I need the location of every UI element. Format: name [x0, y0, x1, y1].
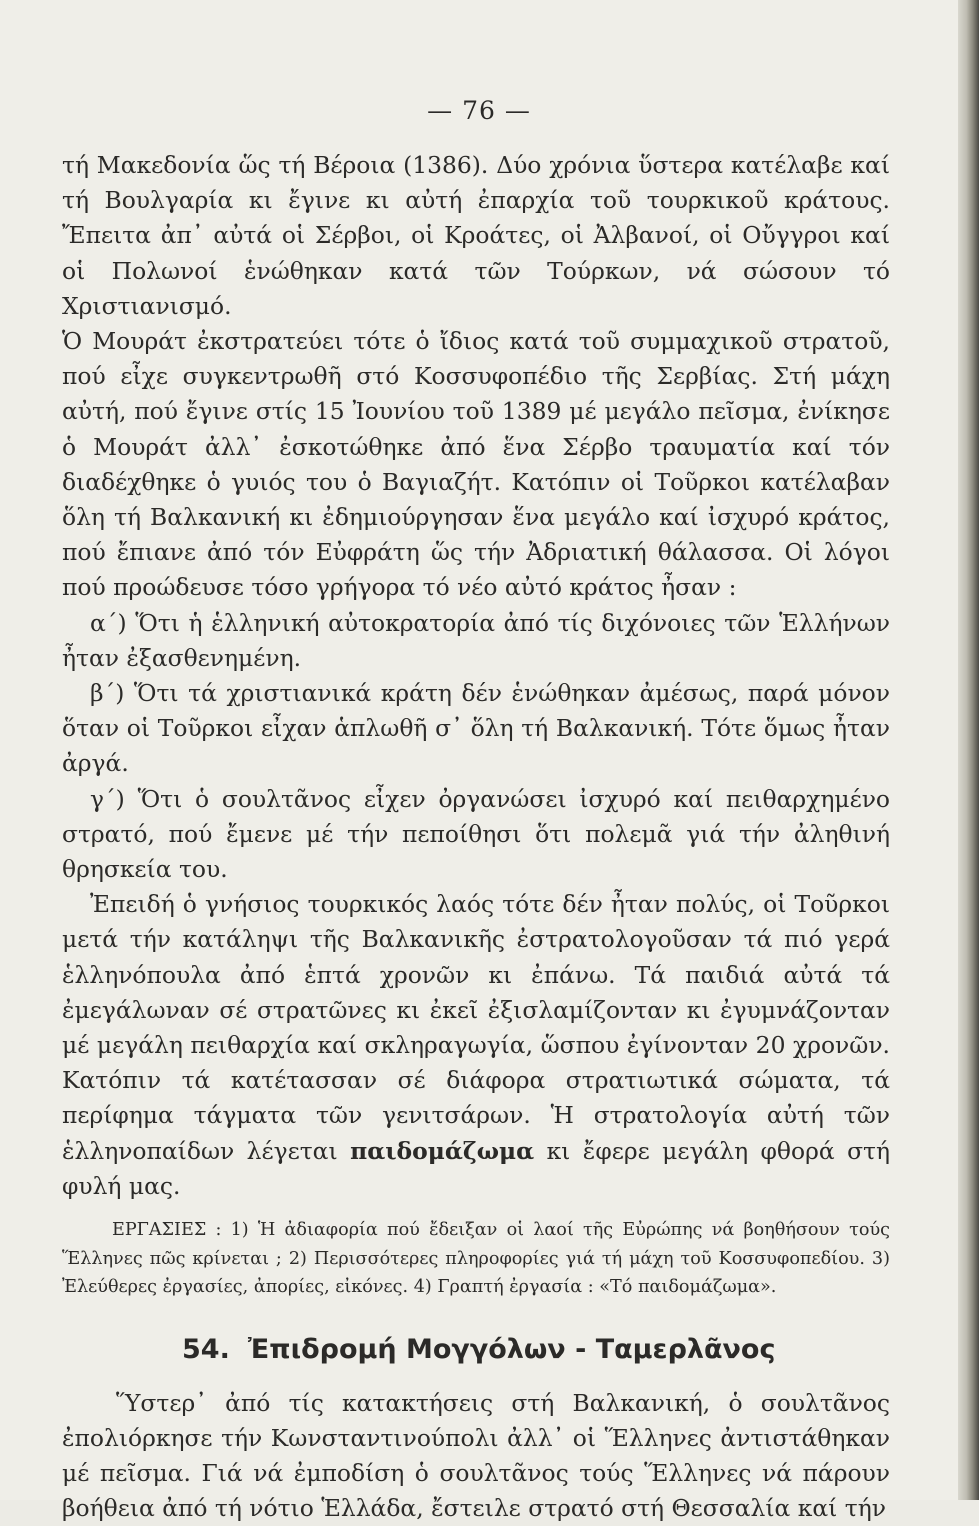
list-item-b: β΄) Ὅτι τά χριστιανικά κράτη δέν ἑνώθηκαν ἀμέσως, παρά μόνον ὅταν οἱ Τοῦρκοι εἶχαν ἁπλωθῆ σ᾿ ὅλη τή Βαλκανική. Τότε ὅμως ἦταν ἀργά.	[62, 679, 890, 778]
page-text	[62, 148, 890, 1526]
exercises	[62, 1216, 890, 1302]
paragraph-3	[62, 887, 890, 1204]
page-number: — 76 —	[427, 96, 531, 125]
paragraph-1: τή Μακεδονία ὥς τή Βέροια (1386). Δύο χρόνια ὕστερα κατέλαβε καί τή Βουλγαρία κι ἔγινε κι αὐτή ἐπαρχία τοῦ τουρκικοῦ κράτους. Ἔπειτα ἀπ᾿ αὐτά οἱ Σέρβοι, οἱ Κροάτες, οἱ Ἀλβανοί, οἱ Οὔγγροι καί οἱ Πολωνοί ἑνώθηκαν κατά τῶν Τούρκων, νά σώσουν τό Χριστιανισμό.	[62, 151, 890, 320]
list-item-a: α΄) Ὅτι ἡ ἑλληνική αὐτοκρατορία ἀπό τίς διχόνοιες τῶν Ἑλλήνων ἦταν ἐξασθενημένη.	[62, 608, 890, 672]
exercises-text: 1) Ἡ ἀδιαφορία πού ἔδειξαν οἱ λαοί τῆς Εὐρώπης νά βοηθήσουν τούς Ἕλληνες πῶς κρίνεται ; 2) Περισσότερες πληροφορίες γιά τή μάχη τοῦ Κοσσυφοπεδίου. 3) Ἐλεύθερες ἐργασίες, ἀπορίες, εἰκόνες. 4) Γραπτή ἐργασία : «Τό παιδομάζωμα».	[62, 1220, 890, 1298]
section-paragraph: Ὕστερ᾿ ἀπό τίς κατακτήσεις στή Βαλκανική, ὁ σουλτᾶνος ἐπολιόρκησε τήν Κωνσταντινούπολι ἀλλ᾿ οἱ Ἕλληνες ἀντιστάθηκαν μέ πεῖσμα. Γιά νά ἐμποδίση ὁ σουλτᾶνος τούς Ἕλληνες νά πάρουν βοήθεια ἀπό τή νότιο Ἑλλάδα, ἔστειλε στρατό στή Θεσσαλία καί τήν	[62, 1388, 890, 1523]
section-number: 54.	[182, 1333, 230, 1365]
paragraph-3-end: κι ἔφερε μεγάλη φθορά στή φυλή μας.	[62, 1136, 890, 1200]
exercises-label: ΕΡΓΑΣΙΕΣ :	[112, 1220, 222, 1241]
paragraph-3-start: Ἐπειδή ὁ γνήσιος τουρκικός λαός τότε δέν ἦταν πολύς, οἱ Τοῦρκοι μετά τήν κατάληψι τῆς Βαλκανικῆς ἐστρατολογοῦσαν τά πιό γερά ἑλληνόπουλα ἀπό ἑπτά χρονῶν κι ἐπάνω. Τά παιδιά αὐτά τά ἐμεγάλωναν σέ στρατῶνες κι ἐκεῖ ἐξισλαμίζονταν κι ἐγυμνάζονταν μέ μεγάλη πειθαρχία καί σκληραγωγία, ὥσπου ἐγίνονταν 20 χρονῶν. Κατόπιν τά κατέτασσαν σέ διάφορα στρατιωτικά σώματα, τά περίφημα τάγματα τῶν γενιτσάρων. Ἡ στρατολογία αὐτή τῶν ἑλληνοπαίδων λέγεται	[62, 890, 890, 1165]
section-heading	[62, 1332, 890, 1368]
book-spine-edge	[958, 0, 979, 1500]
section-title: Ἐπιδρομή Μογγόλων - Ταμερλᾶνος	[247, 1333, 776, 1365]
key-term: παιδομάζωμα	[350, 1136, 535, 1165]
list-item-c: γ΄) Ὅτι ὁ σουλτᾶνος εἶχεν ὀργανώσει ἰσχυρό καί πειθαρχημένο στρατό, πού ἔμενε μέ τήν πεποίθησι ὅτι πολεμᾶ γιά τήν ἀληθινή θρησκεία του.	[62, 784, 890, 884]
paragraph-2: Ὁ Μουράτ ἐκστρατεύει τότε ὁ ἴδιος κατά τοῦ συμμαχικοῦ στρατοῦ, πού εἶχε συγκεντρωθῆ στό Κοσσυφοπέδιο τῆς Σερβίας. Στή μάχη αὐτή, πού ἔγινε στίς 15 Ἰουνίου τοῦ 1389 μέ μεγάλο πεῖσμα, ἐνίκησε ὁ Μουράτ ἀλλ᾿ ἐσκοτώθηκε ἀπό ἕνα Σέρβο τραυματία καί τόν διαδέχθηκε ὁ γυιός του ὁ Βαγιαζήτ. Κατόπιν οἱ Τοῦρκοι κατέλαβαν ὅλη τή Βαλκανική κι ἐδημιούργησαν ἕνα μεγάλο καί ἰσχυρό κράτος, πού ἔπιανε ἀπό τόν Εὐφράτη ὥς τήν Ἀδριατική θάλασσα. Οἱ λόγοι πού προώδευσε τόσο γρήγορα τό νέο αὐτό κράτος ἦσαν :	[62, 327, 890, 602]
